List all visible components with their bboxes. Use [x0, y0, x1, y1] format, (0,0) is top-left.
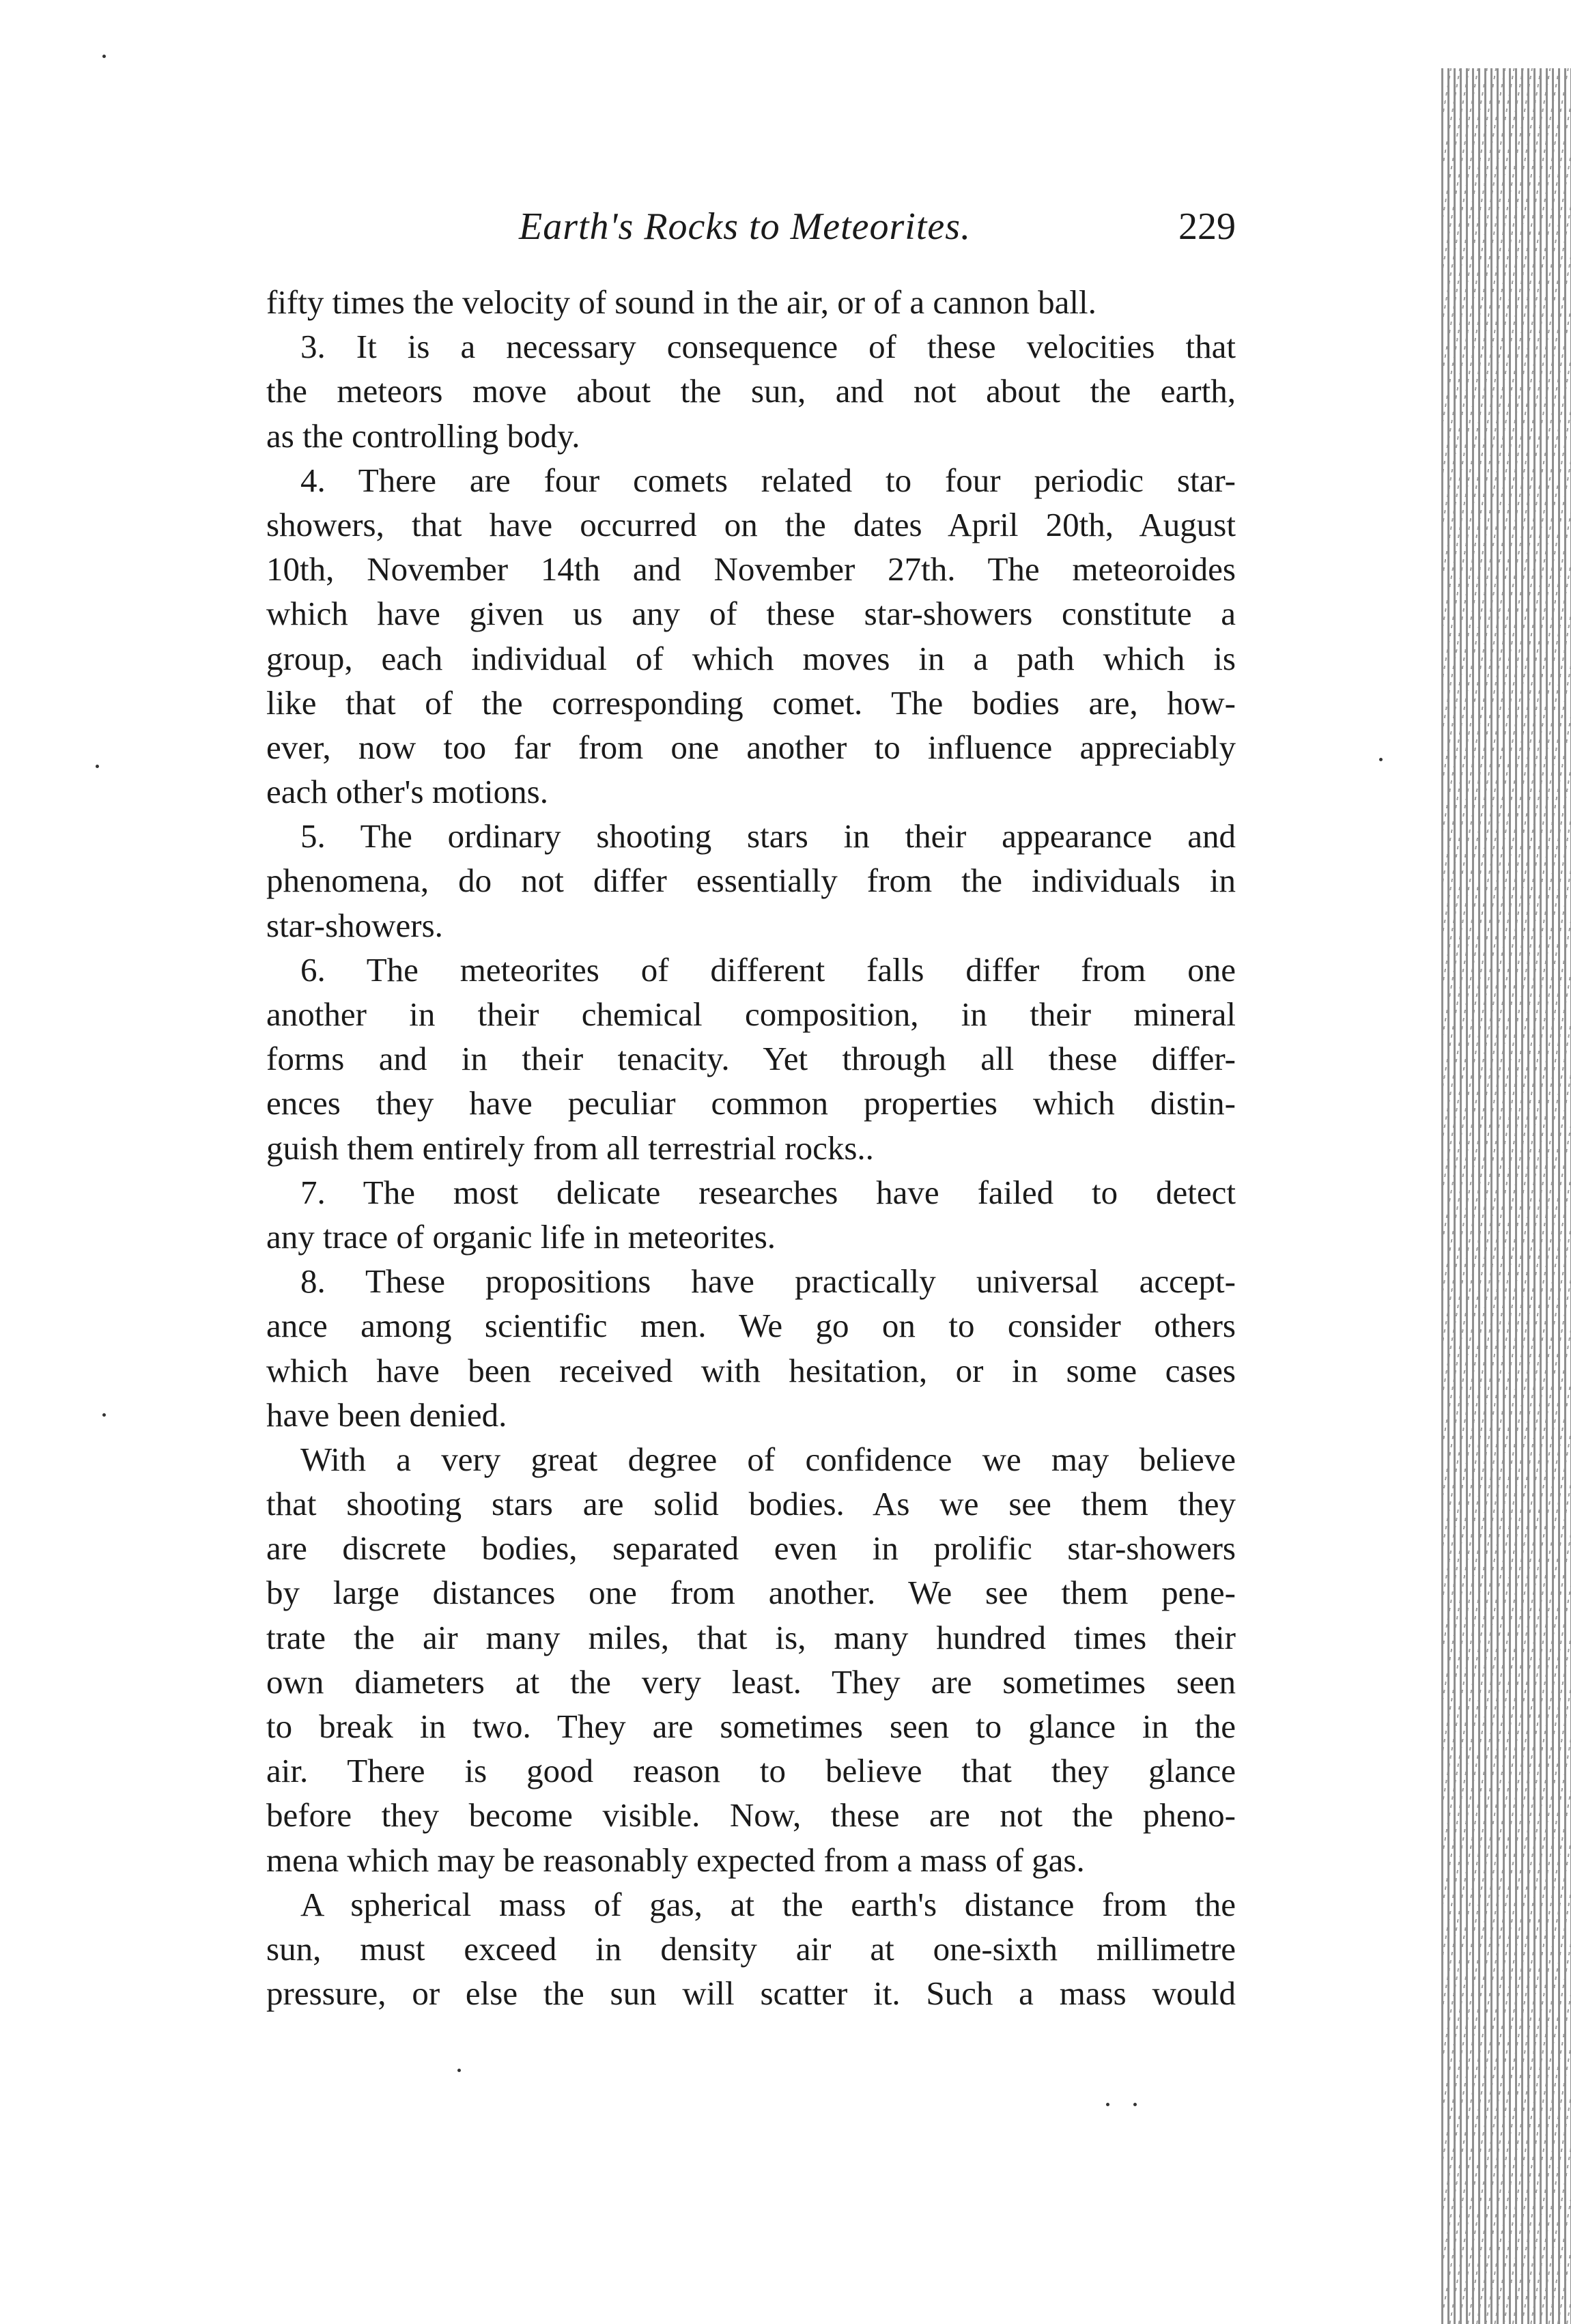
scanned-page-edge [1441, 68, 1571, 2324]
text-line: forms and in their tenacity. Yet through all these differ- [266, 1040, 1236, 1078]
text-line: 4. There are four comets related to four periodic star- [300, 461, 1236, 499]
text-line: star-showers. [266, 906, 443, 944]
text-line: guish them entirely from all terrestrial rocks.. [266, 1129, 874, 1167]
text-line: ences they have peculiar common properties which distin- [266, 1084, 1236, 1122]
text-line: that shooting stars are solid bodies. As we see them they [266, 1485, 1236, 1523]
scan-speck [1379, 758, 1383, 761]
text-line: each other's motions. [266, 773, 548, 811]
text-line: another in their chemical composition, in their mineral [266, 995, 1236, 1033]
text-line: 6. The meteorites of different falls differ from one [300, 950, 1236, 989]
text-line: 3. It is a necessary consequence of these velocities that [300, 328, 1236, 366]
text-line: have been denied. [266, 1395, 507, 1434]
text-line: by large distances one from another. We see them pene- [266, 1574, 1236, 1612]
text-line: group, each individual of which moves in a path which is [266, 639, 1236, 677]
text-line: to break in two. They are sometimes seen to glance in the [266, 1707, 1236, 1745]
scan-speck [1106, 2103, 1109, 2106]
text-line: 5. The ordinary shooting stars in their appearance and [300, 817, 1236, 855]
text-line: the meteors move about the sun, and not about the earth, [266, 372, 1236, 410]
body-text [266, 280, 1236, 2015]
text-line: which have given us any of these star-showers constitute a [266, 595, 1236, 633]
text-line: 8. These propositions have practically universal accept- [300, 1262, 1236, 1301]
text-line: which have been received with hesitation, or in some cases [266, 1351, 1236, 1389]
text-line: fifty times the velocity of sound in the air, or of a cannon ball. [266, 283, 1096, 321]
text-line: sun, must exceed in density air at one-sixth millimetre [266, 1929, 1236, 1968]
text-line: ever, now too far from one another to influence appreciably [266, 728, 1236, 766]
text-line: own diameters at the very least. They are sometimes seen [266, 1662, 1236, 1701]
text-line: like that of the corresponding comet. The bodies are, how- [266, 683, 1236, 722]
scan-speck [457, 2069, 461, 2072]
text-line: air. There is good reason to believe that they glance [266, 1752, 1236, 1790]
text-line: mena which may be reasonably expected from a mass of gas. [266, 1841, 1085, 1879]
page-number: 229 [1178, 206, 1236, 248]
page-header [266, 205, 1236, 266]
scan-speck [96, 765, 99, 768]
running-title: Earth's Rocks to Meteorites. [519, 206, 972, 248]
text-line: any trace of organic life in meteorites. [266, 1217, 776, 1256]
text-line: trate the air many miles, that is, many hundred times their [266, 1618, 1236, 1656]
text-line: pressure, or else the sun will scatter it. Such a mass would [266, 1974, 1236, 2013]
text-line: phenomena, do not differ essentially from the individuals in [266, 862, 1236, 900]
text-line: 10th, November 14th and November 27th. The meteoroides [266, 550, 1236, 589]
text-line: A spherical mass of gas, at the earth's distance from the [300, 1885, 1236, 1923]
scan-speck [102, 1413, 106, 1417]
text-line: showers, that have occurred on the dates April 20th, August [266, 505, 1236, 543]
scan-speck [102, 55, 106, 58]
text-line: are discrete bodies, separated even in prolific star-showers [266, 1529, 1236, 1568]
text-line: 7. The most delicate researches have failed to detect [300, 1173, 1236, 1211]
text-line: ance among scientific men. We go on to consider others [266, 1307, 1236, 1345]
text-line: With a very great degree of confidence we may believe [300, 1440, 1236, 1478]
text-line: as the controlling body. [266, 416, 580, 455]
text-line: before they become visible. Now, these are not the pheno- [266, 1796, 1236, 1834]
scan-speck [1133, 2103, 1137, 2106]
